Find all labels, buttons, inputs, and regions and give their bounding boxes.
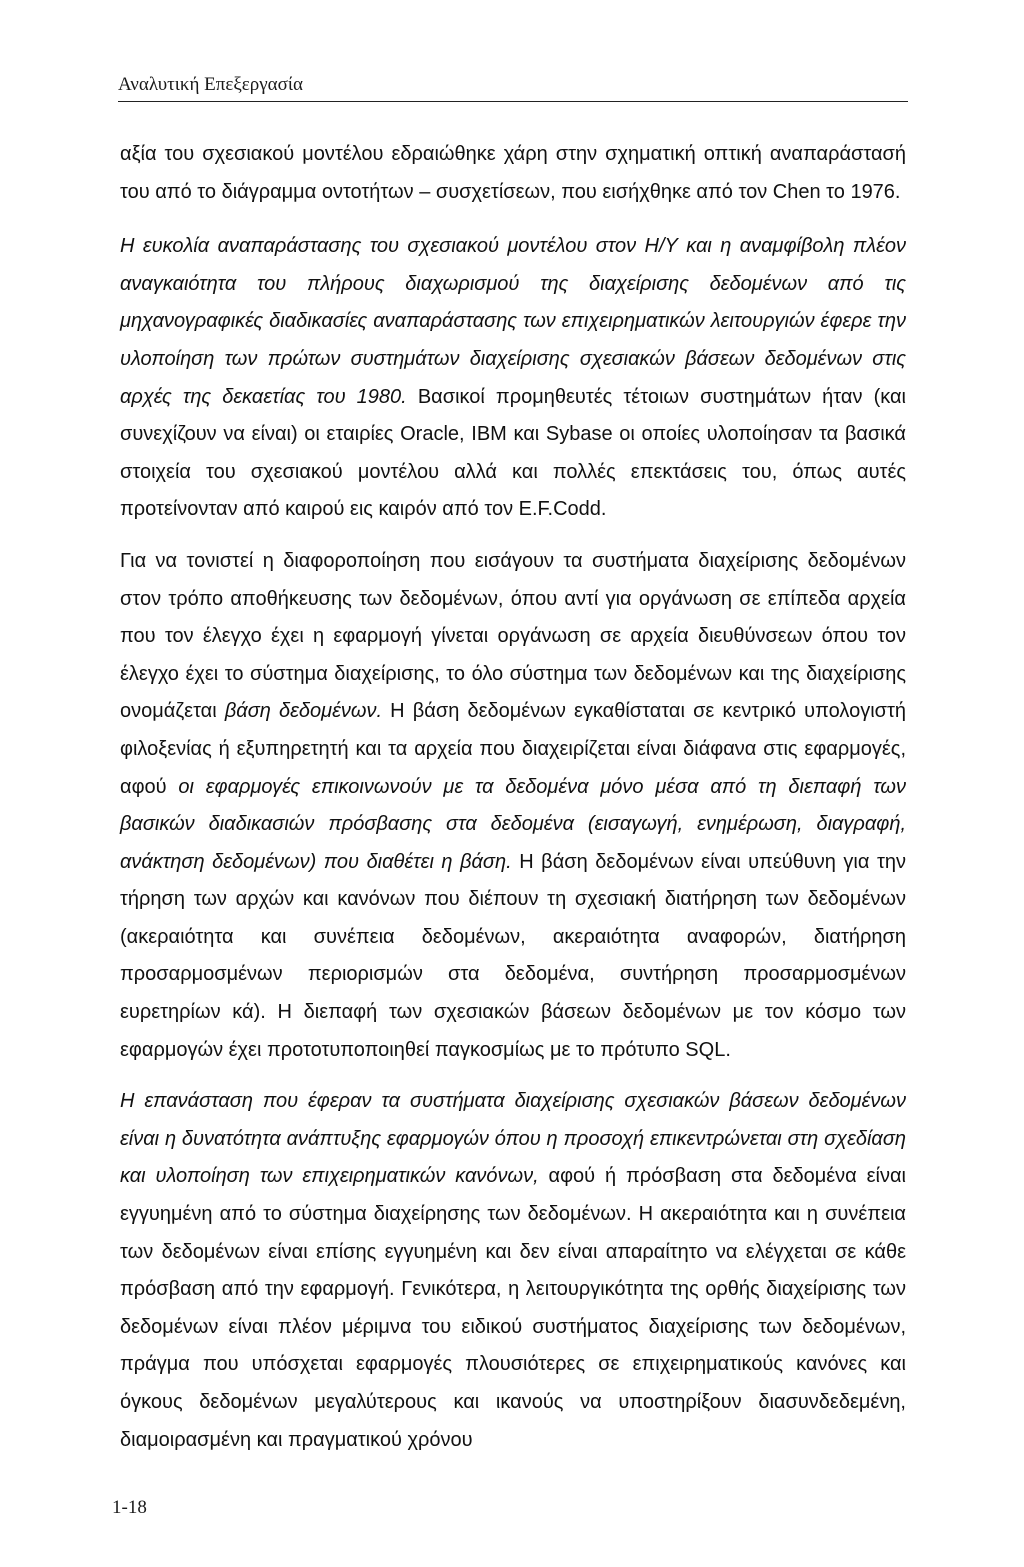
paragraph-3-text-a: Για να τονιστεί η διαφοροποίηση που εισάγουν τα συστήματα διαχείρισης δεδομένων στον τρόπο αποθήκευσης των δεδομένων, όπου αντί για οργάνωση σε επίπεδα αρχεία που τον έλεγχο έχει η εφαρμογή γίνεται οργάνωση σε αρχεία διευθύνσεων όπου τον έλεγχο έχει το σύστημα διαχείρισης, το όλο σύστημα των δεδομένων και της διαχείρισης ονομάζεται [120,549,906,723]
paragraph-2-italic: Η ευκολία αναπαράστασης του σχεσιακού μοντέλου στον Η/Υ και η αναμφίβολη πλέον αναγκαιότητα του πλήρους διαχωρισμού της διαχείρισης δεδομένων από τις μηχανογραφικές διαδικασίες αναπαράστασης των επιχειρηματικών λειτουργιών έφερε την υλοποίηση των πρώτων συστημάτων διαχείρισης σχεσιακών βάσεων δεδομένων στις αρχές της δεκαετίας του 1980. [120,235,906,408]
running-header: Αναλυτική Επεξεργασία [118,74,303,95]
header-divider [118,101,908,102]
paragraph-3-italic: οι εφαρμογές επικοινωνούν με τα δεδομένα μόνο μέσα από τη διεπαφή των βασικών διαδικασιών πρόσβασης στα δεδομένα (εισαγωγή, ενημέρωση, διαγραφή, ανάκτηση δεδομένων) που διαθέτει η βάση. [120,775,907,873]
page-number: 1-18 [112,1497,147,1518]
body-text [120,136,906,1459]
paragraph-2-text: Βασικοί προμηθευτές τέτοιων συστημάτων ήταν (και συνεχίζουν να είναι) οι εταιρίες Oracle, IBM και Sybase οι οποίες υλοποίησαν τα βασικά στοιχεία του σχεσιακού μοντέλου αλλά και πολλές επεκτάσεις του, όπως αυτές προτείνονταν από καιρού εις καιρόν από τον E.F.Codd. [120,385,906,521]
paragraph-3-text-e: Η βάση δεδομένων είναι υπεύθυνη για την τήρηση των αρχών και κανόνων που διέπουν τη σχεσιακή διατήρηση των δεδομένων (ακεραιότητα και συνέπεια δεδομένων, ακεραιότητα αναφορών, διατήρηση προσαρμοσμένων περιορισμών στα δεδομένα, συντήρηση προσαρμοσμένων ευρετηρίων κά). Η διεπαφή των σχεσιακών βάσεων δεδομένων με τον κόσμο των εφαρμογών έχει προτοτυποποιηθεί παγκοσμίως με το πρότυπο SQL. [120,850,906,1061]
paragraph-4 [120,1083,906,1459]
paragraph-3-term: βάση δεδομένων. [224,700,383,723]
paragraph-4-italic: Η επανάσταση που έφεραν τα συστήματα διαχείρισης σχεσιακών βάσεων δεδομένων είναι η δυνατότητα ανάπτυξης εφαρμογών όπου η προσοχή επικεντρώνεται στη σχεδίαση και υλοποίηση των επιχειρηματικών κανόνων, [120,1090,906,1188]
paragraph-3-text-c: Η βάση δεδομένων εγκαθίσταται σε κεντρικό υπολογιστή φιλοξενίας ή εξυπηρετητή και τα αρχεία που διαχειρίζεται είναι διάφανα στις εφαρμογές, αφού [120,700,907,798]
paragraph-4-text: αφού ή πρόσβαση στα δεδομένα είναι εγγυημένη από το σύστημα διαχείρησης των δεδομένων. Η ακεραιότητα και η συνέπεια των δεδομένων είναι επίσης εγγυημένη και δεν είναι απαραίτητο να ελέγχεται σε κάθε πρόσβαση από την εφαρμογή. Γενικότερα, η λειτουργικότητα της ορθής διαχείρισης των δεδομένων είναι πλέον μέριμνα του ειδικού συστήματος διαχείρισης των δεδομένων, πράγμα που υπόσχεται εφαρμογές πλουσιότερες σε επιχειρηματικούς κανόνες και όγκους δεδομένων μεγαλύτερους και ικανούς να υποστηρίξουν διασυνδεδεμένη, διαμοιρασμένη και πραγματικού χρόνου [120,1165,906,1451]
paragraph-3 [120,543,906,1069]
paragraph-1 [120,136,906,211]
paragraph-2 [120,228,906,529]
paragraph-1-text: αξία του σχεσιακού μοντέλου εδραιώθηκε χάρη στην σχηματική οπτική αναπαράστασή του από το διάγραμμα οντοτήτων – συσχετίσεων, που εισήχθηκε από τον Chen το 1976. [120,143,906,203]
